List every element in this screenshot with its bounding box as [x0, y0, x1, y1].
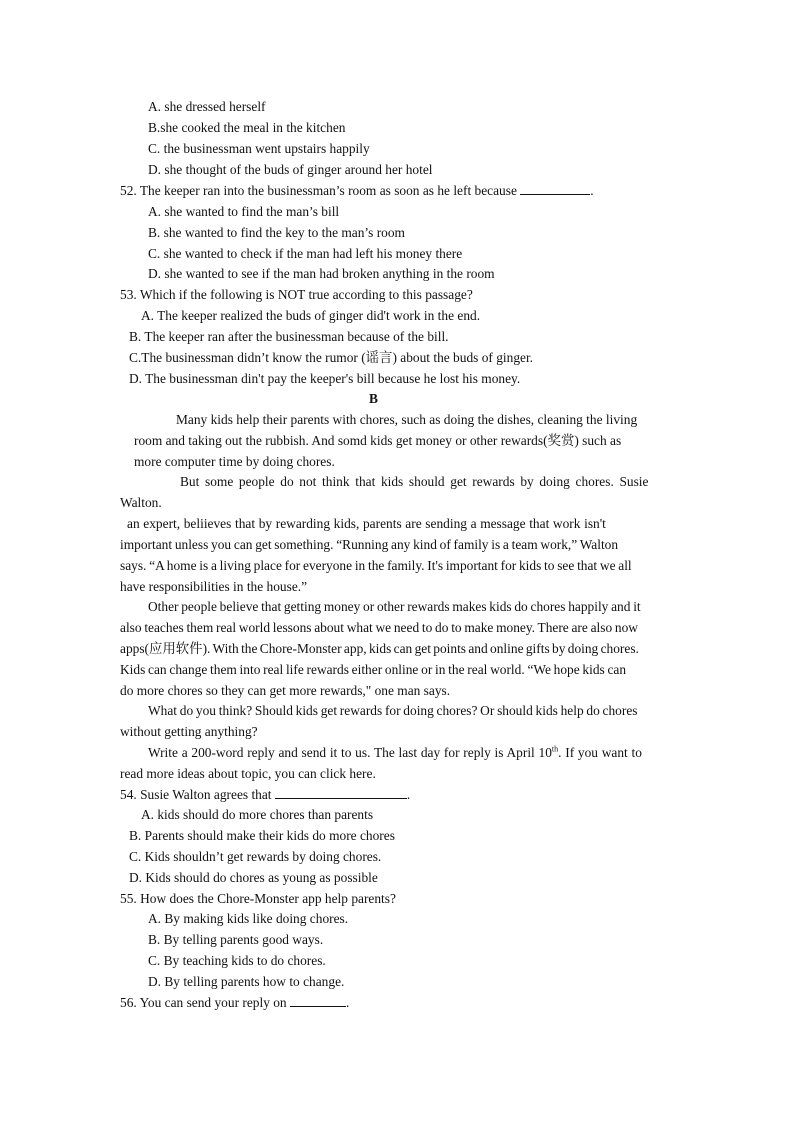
q56-stem-text: 56. You can send your reply on	[120, 995, 287, 1010]
q54-option-c: C. Kids shouldn’t get rewards by doing chores.	[129, 849, 382, 864]
section-b-heading: B	[369, 391, 378, 406]
q54-stem-end: .	[406, 787, 411, 802]
q55-option-c: C. By teaching kids to do chores.	[148, 953, 326, 968]
passage-line: says. “A home is a living place for everyone in the family. It's important for kids to see that we all	[120, 558, 632, 573]
q54-option-b: B. Parents should make their kids do more chores	[129, 828, 395, 843]
passage-line: Other people believe that getting money or other rewards makes kids do chores happily and it	[148, 599, 641, 614]
q51-option-c: C. the businessman went upstairs happily	[148, 141, 370, 156]
passage-line: But some people do not think that kids should get rewards by doing chores. Susie	[180, 474, 649, 489]
passage-line: Kids can change them into real life rewards either online or in the real world. “We hope kids can	[120, 662, 627, 677]
reply-date-suffix: th	[551, 744, 559, 754]
passage-line: important unless you can get something. “Running any kind of family is a team work,” Walton	[120, 537, 619, 552]
q55-option-a: A. By making kids like doing chores.	[148, 911, 349, 926]
q54-answer-blank	[275, 785, 407, 799]
q53-option-d: D. The businessman din't pay the keeper's bill because he lost his money.	[129, 371, 521, 386]
q55-stem: 55. How does the Chore-Monster app help parents?	[120, 891, 396, 906]
q52-option-d: D. she wanted to see if the man had broken anything in the room	[148, 266, 495, 281]
q51-option-b: B.she cooked the meal in the kitchen	[148, 120, 346, 135]
q55-option-d: D. By telling parents how to change.	[148, 974, 345, 989]
q56-stem-end: .	[345, 995, 350, 1010]
q56-answer-blank	[290, 993, 346, 1007]
passage-line: Many kids help their parents with chores, such as doing the dishes, cleaning the living	[176, 412, 638, 427]
passage-line: Walton.	[120, 495, 162, 510]
passage-line: read more ideas about topic, you can click here.	[120, 766, 376, 781]
reply-text-a: Write a 200-word reply and send it to us. The last day for reply is April 10	[148, 745, 552, 760]
passage-line: without getting anything?	[120, 724, 258, 739]
q54-option-a: A. kids should do more chores than parents	[141, 807, 374, 822]
q53-option-b: B. The keeper ran after the businessman because of the bill.	[129, 329, 449, 344]
q52-option-b: B. she wanted to find the key to the man’s room	[148, 225, 405, 240]
q53-stem: 53. Which if the following is NOT true according to this passage?	[120, 287, 473, 302]
passage-line: What do you think? Should kids get rewards for doing chores? Or should kids help do chores	[148, 703, 638, 718]
passage-line: apps(应用软件). With the Chore-Monster app, kids can get points and online gifts by doing chores.	[120, 641, 639, 656]
q51-option-a: A. she dressed herself	[148, 99, 266, 114]
q52-stem	[120, 181, 594, 202]
passage-line: do more chores so they can get more rewards," one man says.	[120, 683, 451, 698]
passage-line: also teaches them real world lessons about what we need to do to make money. There are also now	[120, 620, 638, 635]
q52-option-a: A. she wanted to find the man’s bill	[148, 204, 340, 219]
passage-line: an expert, beliieves that by rewarding kids, parents are sending a message that work isn't	[127, 516, 606, 531]
passage-line: more computer time by doing chores.	[134, 454, 335, 469]
q52-answer-blank	[520, 181, 590, 195]
q52-stem-end: .	[590, 183, 594, 198]
q53-option-c: C.The businessman didn’t know the rumor (谣言) about the buds of ginger.	[129, 350, 534, 365]
q53-option-a: A. The keeper realized the buds of ginger did't work in the end.	[141, 308, 481, 323]
reply-text-b: . If you want to	[558, 745, 642, 760]
q51-option-d: D. she thought of the buds of ginger around her hotel	[148, 162, 433, 177]
q55-option-b: B. By telling parents good ways.	[148, 932, 324, 947]
passage-line: room and taking out the rubbish. And somd kids get money or other rewards(奖赏) such as	[134, 433, 622, 448]
q54-option-d: D. Kids should do chores as young as possible	[129, 870, 378, 885]
passage-line: have responsibilities in the house.”	[120, 579, 308, 594]
q54-stem	[120, 785, 410, 806]
passage-reply-line	[148, 743, 642, 764]
q56-stem	[120, 993, 349, 1014]
q52-option-c: C. she wanted to check if the man had left his money there	[148, 246, 463, 261]
q52-stem-text: 52. The keeper ran into the businessman’s room as soon as he left because	[120, 183, 517, 198]
q54-stem-text: 54. Susie Walton agrees that	[120, 787, 272, 802]
